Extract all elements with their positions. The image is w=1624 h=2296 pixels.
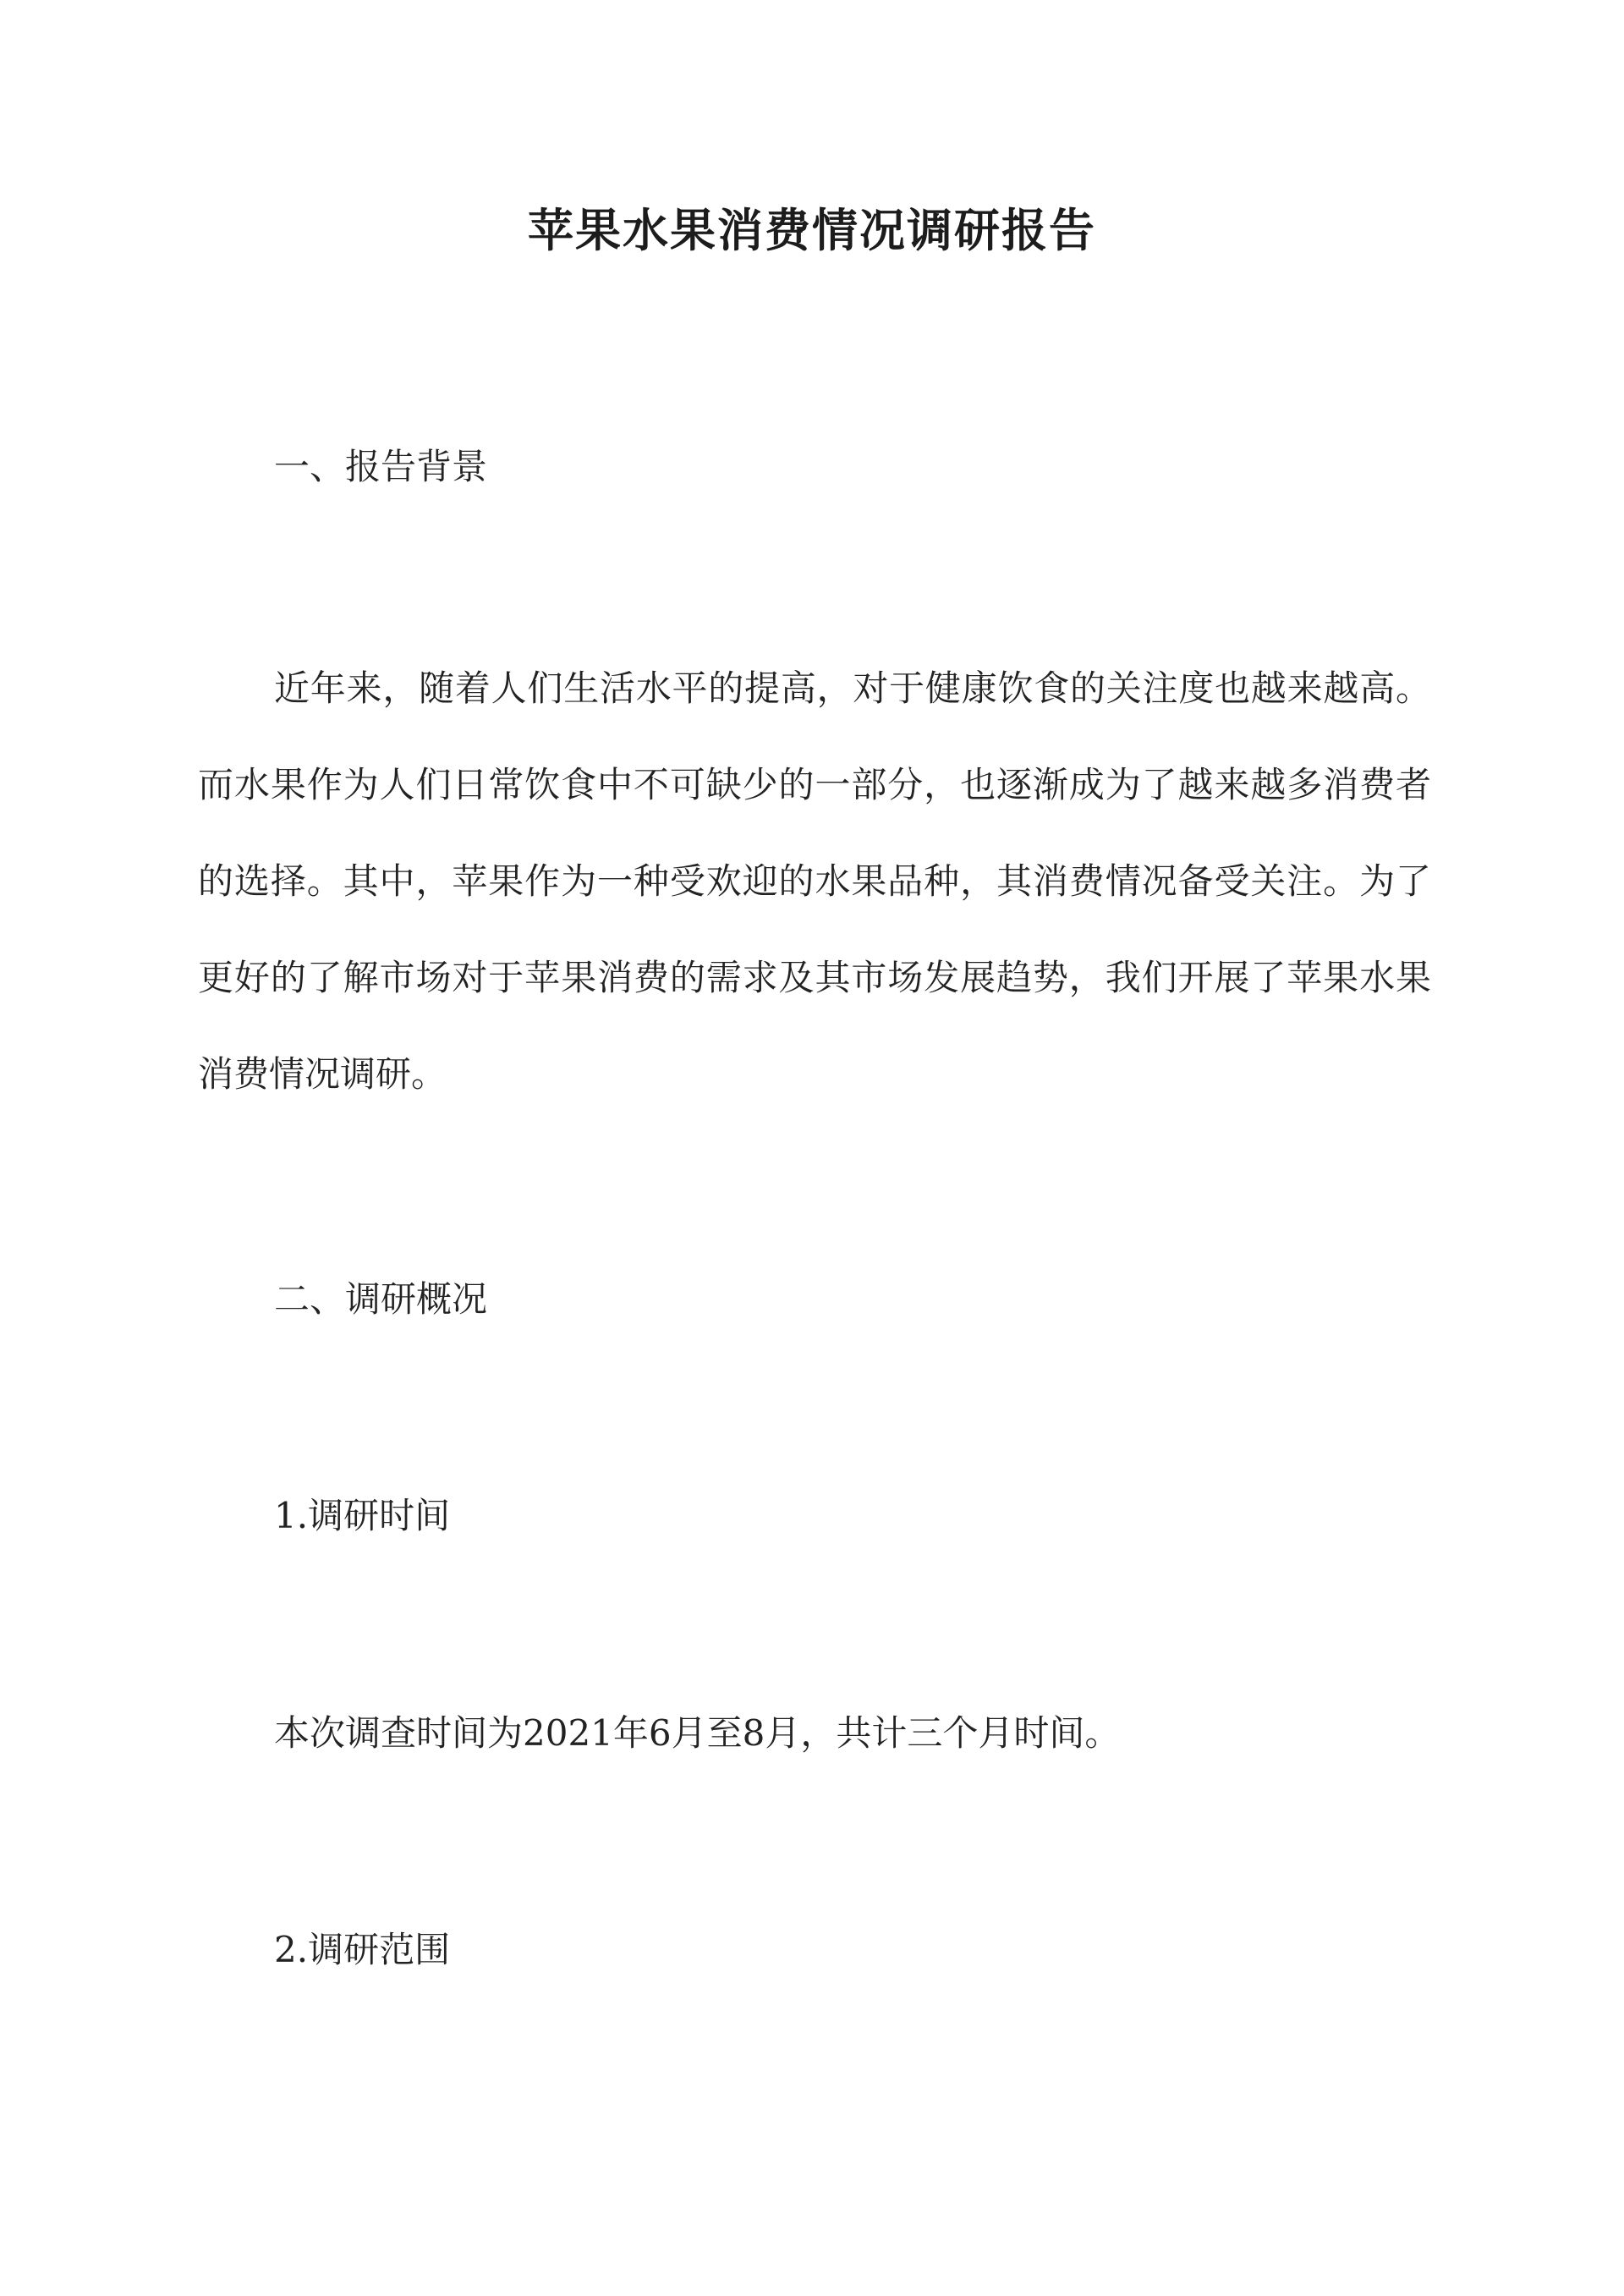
subsection-heading-scope: 2.调研范围 <box>274 1929 451 1970</box>
document-title: 苹果水果消费情况调研报告 <box>528 203 1096 257</box>
survey-time-text: 本次调查时间为2021年6月至8月，共计三个月时间。 <box>274 1712 1121 1754</box>
section-heading-overview: 二、调研概况 <box>274 1278 488 1320</box>
section-heading-background: 一、报告背景 <box>274 446 488 487</box>
background-paragraph: 近年来，随着人们生活水平的提高，对于健康饮食的关注度也越来越高。而水果作为人们日常饮食中不可缺少的一部分，也逐渐成为了越来越多消费者的选择。其中，苹果作为一种受欢迎的水果品种，其消费情况备受关注。为了更好的了解市场对于苹果消费的需求及其市场发展趋势，我们开展了苹果水果消费情况调研。 <box>198 667 1431 1095</box>
subsection-heading-time: 1.调研时间 <box>274 1495 451 1536</box>
